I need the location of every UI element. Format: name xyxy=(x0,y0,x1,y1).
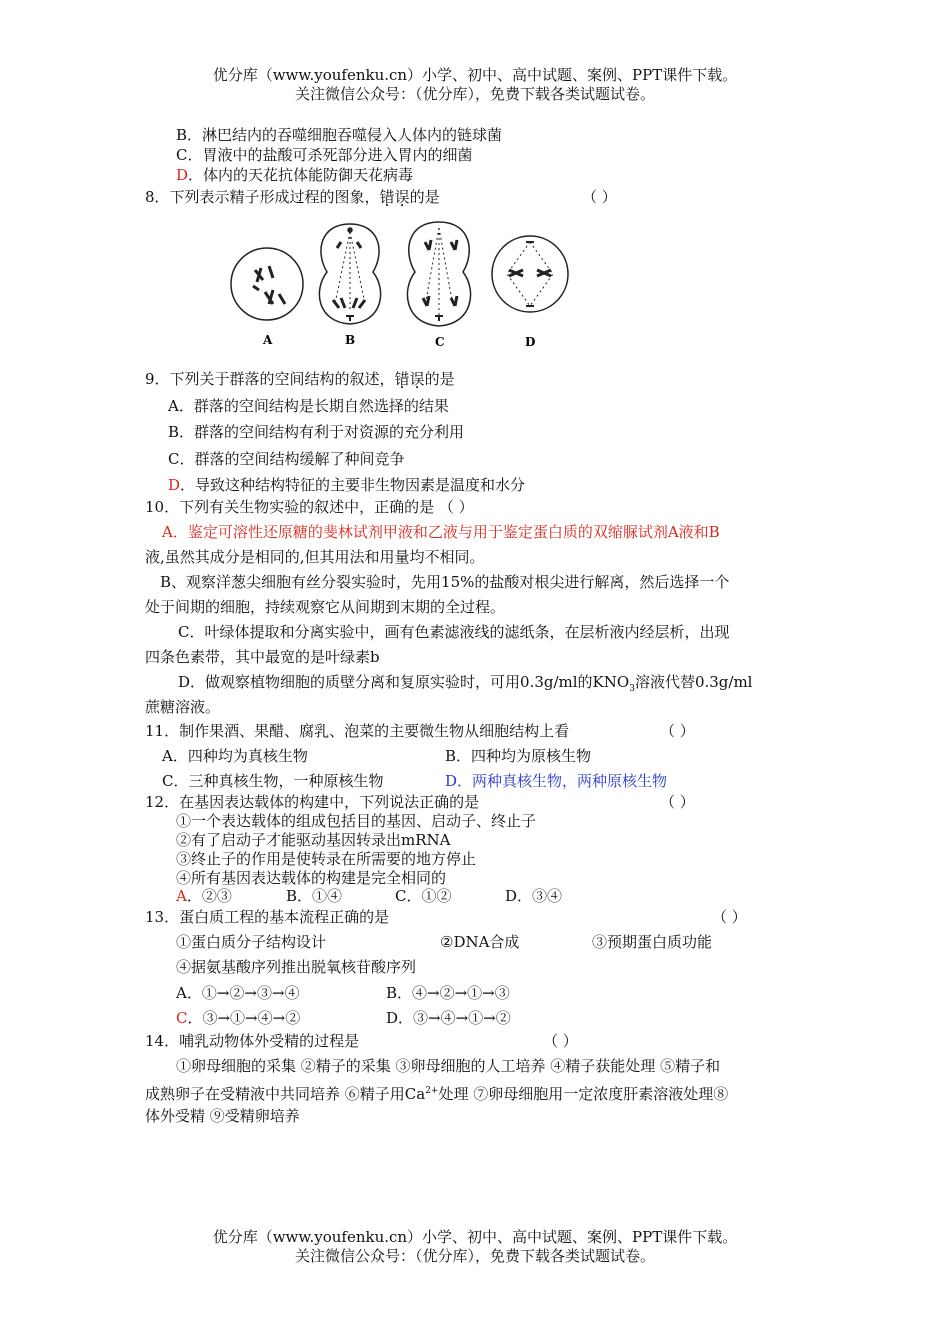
q13-option-d: D．③→④→①→② xyxy=(386,1009,511,1027)
q9-stem xyxy=(145,369,455,389)
q11-answer-paren: （ ） xyxy=(660,722,695,740)
header-line-2: 关注微信公众号：（优分库），免费下载各类试题试卷。 xyxy=(294,85,655,103)
q14-steps-line3: 体外受精 ⑨受精卵培养 xyxy=(145,1107,300,1125)
q13-option-b: B．④→②→①→③ xyxy=(386,984,510,1002)
figure-cell-b xyxy=(319,224,380,324)
q7-option-d-text: ．体内的天花抗体能防御天花病毒 xyxy=(188,166,414,184)
q7-option-b: B．淋巴结内的吞噬细胞吞噬侵入人体内的链球菌 xyxy=(176,126,503,144)
q12-option-a-letter: A xyxy=(176,887,187,905)
figure-label-a: A xyxy=(263,333,273,347)
q13-option-c-letter: C xyxy=(176,1009,188,1027)
q8-emph-1: 错 xyxy=(379,188,395,206)
q12-statement-4: ④所有基因表达载体的构建是完全相同的 xyxy=(176,869,447,887)
q8-stem xyxy=(145,187,440,207)
q10-option-c-line2: 四条色素带，其中最宽的是叶绿素b xyxy=(145,648,380,666)
figure-cell-c xyxy=(407,222,470,326)
q10-option-a-line1 xyxy=(162,522,720,542)
q9-stem-post: 的是 xyxy=(424,370,455,388)
footer-line-1: 优分库（www.youfenku.cn）小学、初中、高中试题、案例、PPT课件下载。 xyxy=(212,1228,738,1246)
q9-option-c: C．群落的空间结构缓解了种间竞争 xyxy=(168,450,405,468)
q11-option-c: C．三种真核生物，一种原核生物 xyxy=(162,772,384,790)
q13-option-c-text: ．③→①→④→② xyxy=(187,1009,301,1027)
q12-answer-paren: （ ） xyxy=(660,793,695,811)
q7-option-d xyxy=(176,165,413,185)
q9-option-b: B．群落的空间结构有利于对资源的充分利用 xyxy=(168,423,465,441)
q9-option-a: A．群落的空间结构是长期自然选择的结果 xyxy=(168,397,449,415)
q8-stem-post: 的是 xyxy=(409,188,440,206)
figure-label-d: D xyxy=(525,335,536,349)
figure-label-c: C xyxy=(435,335,445,349)
q11-option-d: D．两种真核生物，两种原核生物 xyxy=(445,772,668,790)
q10-option-d-pre: D．做观察植物细胞的质壁分离和复原实验时，可用0.3g/ml的KNO xyxy=(178,673,630,691)
q10-stem: 10．下列有关生物实验的叙述中，正确的是 （ ） xyxy=(145,498,474,516)
q14-steps-line1: ①卵母细胞的采集 ②精子的采集 ③卵母细胞的人工培养 ④精子获能处理 ⑤精子和 xyxy=(176,1057,721,1075)
q13-step-3: ③预期蛋白质功能 xyxy=(592,933,713,951)
q13-option-c xyxy=(176,1008,300,1028)
q11-option-b: B．四种均为原核生物 xyxy=(445,747,592,765)
q14-line2-pre: 成熟卵子在受精液中共同培养 ⑥精子用Ca xyxy=(145,1085,426,1103)
q10-option-d-post: 溶液代替0.3g/ml xyxy=(634,673,753,691)
q13-stem: 13．蛋白质工程的基本流程正确的是 xyxy=(145,908,390,926)
q10-option-d-line2: 蔗糖溶液。 xyxy=(145,698,221,716)
q12-stem: 12．在基因表达载体的构建中，下列说法正确的是 xyxy=(145,793,480,811)
q9-emph-2: 误 xyxy=(409,370,425,388)
q12-statement-3: ③终止子的作用是使转录在所需要的地方停止 xyxy=(176,850,477,868)
figure-cell-d xyxy=(492,236,568,312)
q8-answer-paren: （ ） xyxy=(582,188,617,206)
q9-option-d xyxy=(168,475,525,495)
q12-option-a-text: ．②③ xyxy=(186,887,232,905)
q9-option-d-text: ．导致这种结构特征的主要非生物因素是温度和水分 xyxy=(180,476,526,494)
q13-step-2: ②DNA合成 xyxy=(440,933,520,951)
q10-option-a-line2: 液,虽然其成分是相同的,但其用法和用量均不相同。 xyxy=(145,548,485,566)
footer-line-2: 关注微信公众号：（优分库），免费下载各类试题试卷。 xyxy=(294,1247,655,1265)
q10-option-c-line1: C．叶绿体提取和分离实验中，画有色素滤液线的滤纸条，在层析液内经层析，出现 xyxy=(178,623,730,641)
q14-steps-line2 xyxy=(145,1081,728,1104)
q10-option-b-line1: B、观察洋葱尖细胞有丝分裂实验时，先用15%的盐酸对根尖进行解离，然后选择一个 xyxy=(160,573,730,591)
q8-stem-pre: 8．下列表示精子形成过程的图象， xyxy=(145,188,380,206)
q7-option-d-letter: D xyxy=(176,166,189,184)
q13-step-4: ④据氨基酸序列推出脱氧核苷酸序列 xyxy=(176,958,417,976)
figure-cell-a xyxy=(231,248,303,320)
figure-label-b: B xyxy=(345,333,356,347)
q14-line2-post: 处理 ⑦卵母细胞用一定浓度肝素溶液处理⑧ xyxy=(438,1085,729,1103)
q12-statement-1: ①一个表达载体的组成包括目的基因、启动子、终止子 xyxy=(176,812,537,830)
q7-option-c: C．胃液中的盐酸可杀死部分进入胃内的细菌 xyxy=(176,146,473,164)
q10-option-d-line1 xyxy=(178,672,752,699)
q12-option-b: B．①④ xyxy=(286,887,343,905)
header-line-1: 优分库（www.youfenku.cn）小学、初中、高中试题、案例、PPT课件下载。 xyxy=(212,66,738,84)
q10-option-b-line2: 处于间期的细胞，持续观察它从间期到末期的全过程。 xyxy=(145,598,506,616)
q12-option-c: C．①② xyxy=(395,887,452,905)
q12-option-a xyxy=(176,886,232,906)
q10-option-a-text1: A．鉴定可溶性还原糖的斐林试剂甲液和乙液与用于鉴定蛋白质的双缩脲试剂A液和B xyxy=(162,523,720,541)
q13-answer-paren: （ ） xyxy=(712,908,747,926)
q9-option-d-letter: D xyxy=(168,476,181,494)
q12-option-d: D．③④ xyxy=(505,887,563,905)
q13-option-a: A．①→②→③→④ xyxy=(176,984,300,1002)
q14-answer-paren: （ ） xyxy=(543,1032,578,1050)
q8-emph-2: 误 xyxy=(394,188,410,206)
q9-emph-1: 错 xyxy=(394,370,410,388)
q11-stem: 11．制作果酒、果醋、腐乳、泡菜的主要微生物从细胞结构上看 xyxy=(145,722,570,740)
q14-line2-sup: 2+ xyxy=(425,1086,439,1096)
q11-option-a: A．四种均为真核生物 xyxy=(162,747,308,765)
q8-figure xyxy=(225,212,585,352)
q12-statement-2: ②有了启动子才能驱动基因转录出mRNA xyxy=(176,831,451,849)
q13-step-1: ①蛋白质分子结构设计 xyxy=(176,933,327,951)
q10-option-d-sub: 3 xyxy=(629,684,635,694)
q14-stem: 14．哺乳动物体外受精的过程是 xyxy=(145,1032,360,1050)
q9-stem-pre: 9．下列关于群落的空间结构的叙述， xyxy=(145,370,395,388)
